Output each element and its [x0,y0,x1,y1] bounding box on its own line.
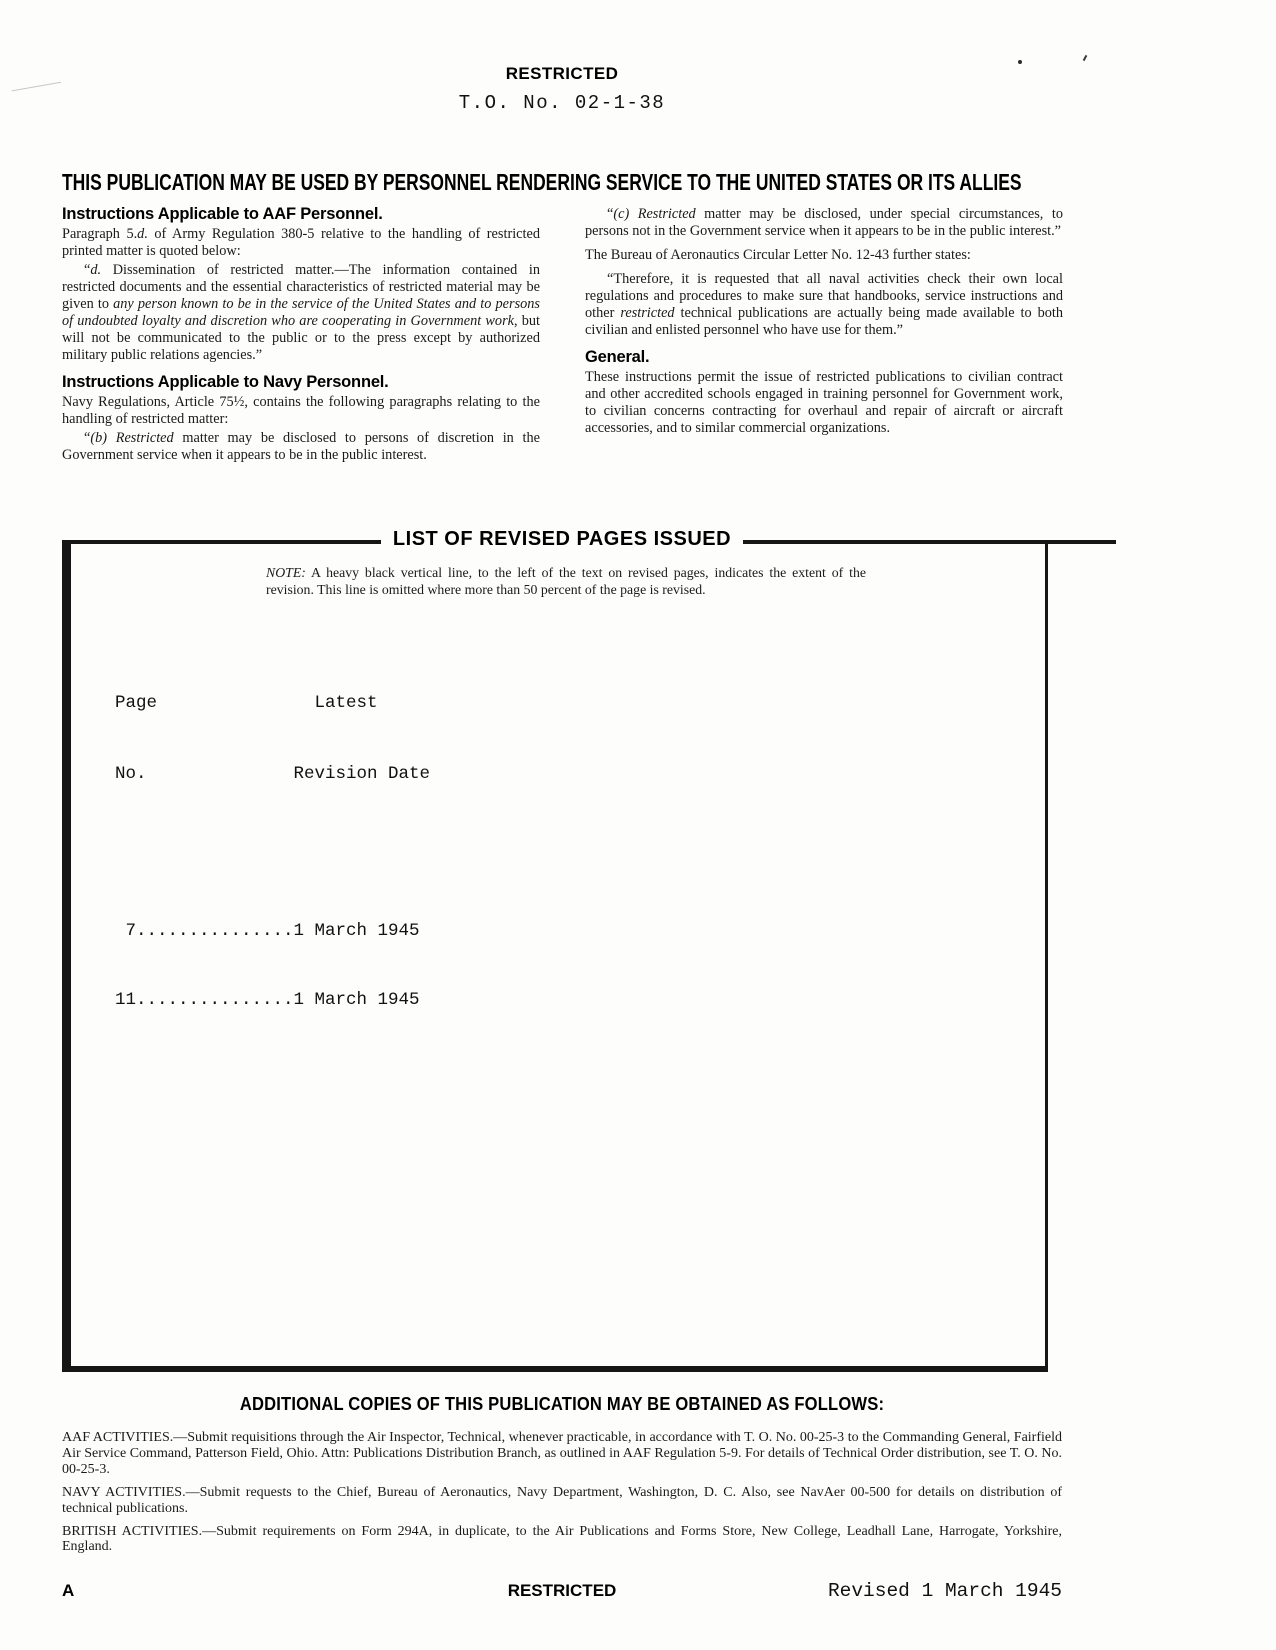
table-rows [115,877,430,1054]
paragraph-british-activities: BRITISH ACTIVITIES.—Submit requirements on Form 294A, in duplicate, to the Air Publications and Forms Store, New College, Leadhall Lane, Harrogate, Yorkshire, England. [62,1523,1062,1555]
page-letter: A [62,1581,75,1600]
paragraph-aaf-activities: AAF ACTIVITIES.—Submit requisitions through the Air Inspector, Technical, whenever practicable, in accordance with T. O. No. 00-25-3 to the Commanding General, Fairfield Air Service Command, Patterson Field, Ohio. Attn: Publications Distribution Branch, as outlined in AAF Regulation 5-9. For details of Technical Order distribution, see T. O. No. 00-25-3. [62,1430,1062,1477]
page-footer [62,1581,1062,1605]
banner-title: THIS PUBLICATION MAY BE USED BY PERSONNEL RENDERING SERVICE TO THE UNITED STATES OR ITS ALLIES [62,169,1022,195]
paragraph-navy-quote-b: “(b) Restricted matter may be disclosed to persons of discretion in the Government service when it appears to be in the public interest. [62,430,540,463]
footer-revision-note: Revised 1 March 1945 [827,1580,1062,1602]
heading-navy-personnel: Instructions Applicable to Navy Personnel. [62,373,389,391]
revised-pages-title: LIST OF REVISED PAGES ISSUED [62,528,1062,551]
paragraph-navy-intro: Navy Regulations, Article 75½, contains the following paragraphs relating to the handling of restricted matter: [62,394,540,427]
footer-classification: RESTRICTED [507,1581,617,1600]
table-header-line: Page Latest [115,693,378,713]
table-header [115,648,430,830]
page-header [62,64,1062,114]
column-left [62,206,540,466]
revised-pages-box [62,540,1048,1372]
table-row: 11...............1 March 1945 [115,989,420,1010]
paragraph-aaf-intro: Paragraph 5.d. of Army Regulation 380-5 relative to the handling of restricted printed matter is quoted below: [62,226,540,259]
scan-speck [1083,55,1088,61]
additional-copies-section [62,1394,1062,1562]
scan-mark [12,82,63,100]
revision-note: NOTE: A heavy black vertical line, to the left of the text on revised pages, indicates the extent of the revision. This line is omitted where more than 50 percent of the page is revised. [266,565,866,597]
heading-aaf-personnel: Instructions Applicable to AAF Personnel. [62,205,383,223]
classification-label: RESTRICTED [505,64,619,83]
paragraph-navy-quote-c: “(c) Restricted matter may be disclosed, under special circumstances, to persons not in the Government service when it appears to be in the public interest.” [585,206,1063,239]
paragraph-aaf-quote: “d. Dissemination of restricted matter.—The information contained in restricted documents and the essential characteristics of restricted material may be given to any person known to be in the service of the United States and to persons of undoubted loyalty and discretion who are cooperating in Government work, but will not be communicated to the public or to the press except by authorized military public relations agencies.” [62,262,540,363]
paragraph-buaer-intro: The Bureau of Aeronautics Circular Letter No. 12-43 further states: [585,247,971,263]
heading-general: General. [585,348,650,366]
paragraph-general: These instructions permit the issue of restricted publications to civilian contract and other accredited schools engaged in training personnel for Government work, to civilian concerns contracting for overhaul and repair of aircraft or aircraft accessories, and to similar commercial organizations. [585,369,1063,436]
publication-banner [62,169,1062,196]
table-row: 7...............1 March 1945 [115,921,420,941]
revised-pages-table [115,608,430,1094]
technical-order-number: T.O. No. 02-1-38 [458,92,666,114]
table-header-line: No. Revision Date [115,764,431,784]
paragraph-buaer-quote: “Therefore, it is requested that all naval activities check their own local regulations and procedures to make sure that handbooks, service instructions and other restricted technical publications are actually being made available to both civilian and enlisted personnel who have use for them.” [585,271,1063,338]
additional-copies-heading: ADDITIONAL COPIES OF THIS PUBLICATION MAY BE OBTAINED AS FOLLOWS: [239,1394,885,1414]
paragraph-navy-activities: NAVY ACTIVITIES.—Submit requests to the Chief, Bureau of Aeronautics, Navy Department, Washington, D. C. Also, see NavAer 00-500 for details on distribution of technical publications. [62,1484,1062,1516]
column-right [585,206,1063,439]
